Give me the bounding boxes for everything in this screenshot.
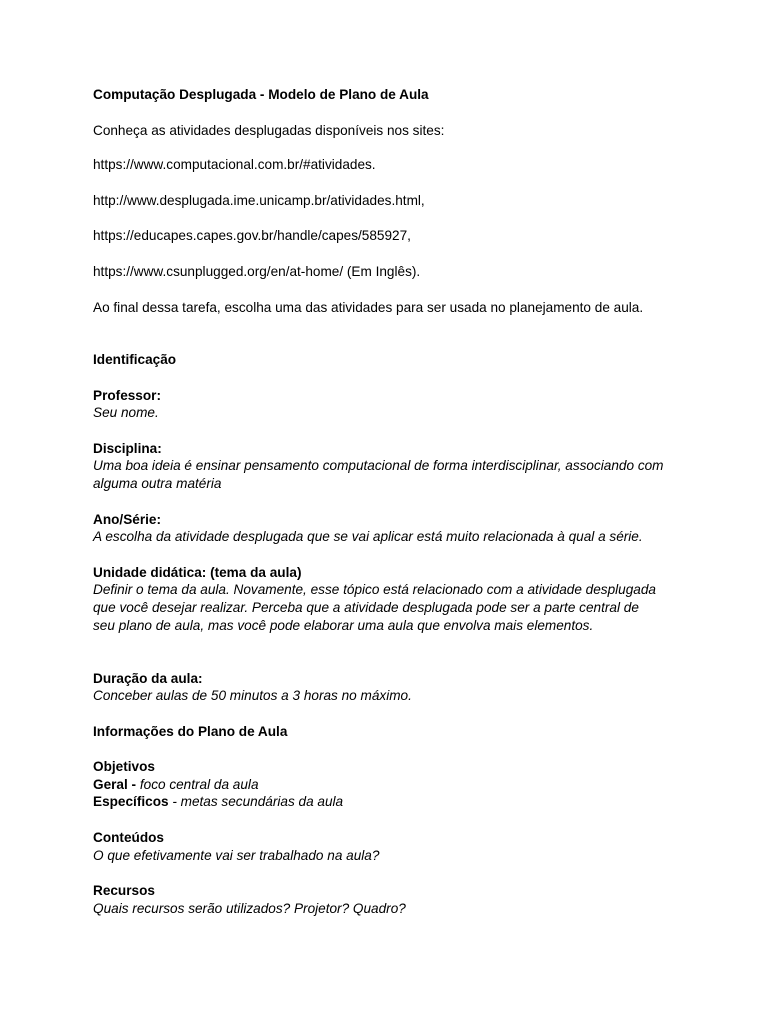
geral-text: foco central da aula [136, 777, 259, 792]
objetivos-especificos [93, 793, 343, 811]
professor-label: Professor: [93, 388, 161, 403]
objetivos-label: Objetivos [93, 759, 155, 774]
unidade-didatica-label: Unidade didática: (tema da aula) [93, 565, 302, 580]
especificos-text: - metas secundárias da aula [168, 794, 344, 809]
duracao-text: Conceber aulas de 50 minutos a 3 horas no máximo. [93, 688, 412, 703]
ano-serie-text: A escolha da atividade desplugada que se vai aplicar está muito relacionada à qual a série. [93, 529, 643, 544]
link-educapes[interactable]: https://educapes.capes.gov.br/handle/capes/585927, [93, 228, 411, 243]
document-title: Computação Desplugada - Modelo de Plano de Aula [93, 87, 429, 102]
instruction-text: Ao final dessa tarefa, escolha uma das atividades para ser usada no planejamento de aula. [93, 300, 644, 315]
recursos-label: Recursos [93, 883, 155, 898]
section-heading-informacoes: Informações do Plano de Aula [93, 724, 288, 739]
link-csunplugged[interactable]: https://www.csunplugged.org/en/at-home/ (Em Inglês). [93, 264, 421, 279]
section-heading-identificacao: Identificação [93, 352, 177, 367]
recursos-text: Quais recursos serão utilizados? Projetor? Quadro? [93, 901, 406, 916]
unidade-didatica-text: Definir o tema da aula. Novamente, esse tópico está relacionado com a atividade desplugada que você desejar realizar. Perceba que a atividade desplugada pode ser a parte central de seu plano de aula, mas você pode elaborar uma aula que envolva mais elementos. [93, 582, 656, 633]
especificos-label: Específicos [93, 794, 169, 809]
conteudos-label: Conteúdos [93, 830, 164, 845]
objetivo-geral [93, 776, 259, 794]
geral-label: Geral - [93, 777, 137, 792]
link-desplugada-unicamp[interactable]: http://www.desplugada.ime.unicamp.br/atividades.html, [93, 193, 425, 208]
link-computacional[interactable]: https://www.computacional.com.br/#atividades. [93, 157, 376, 172]
duracao-label: Duração da aula: [93, 671, 203, 686]
disciplina-label: Disciplina: [93, 441, 162, 456]
ano-serie-label: Ano/Série: [93, 512, 161, 527]
disciplina-text: Uma boa ideia é ensinar pensamento computacional de forma interdisciplinar, associando com alguma outra matéria [93, 458, 664, 491]
professor-text: Seu nome. [93, 405, 159, 420]
conteudos-text: O que efetivamente vai ser trabalhado na aula? [93, 848, 380, 863]
intro-text: Conheça as atividades desplugadas disponíveis nos sites: [93, 123, 445, 138]
